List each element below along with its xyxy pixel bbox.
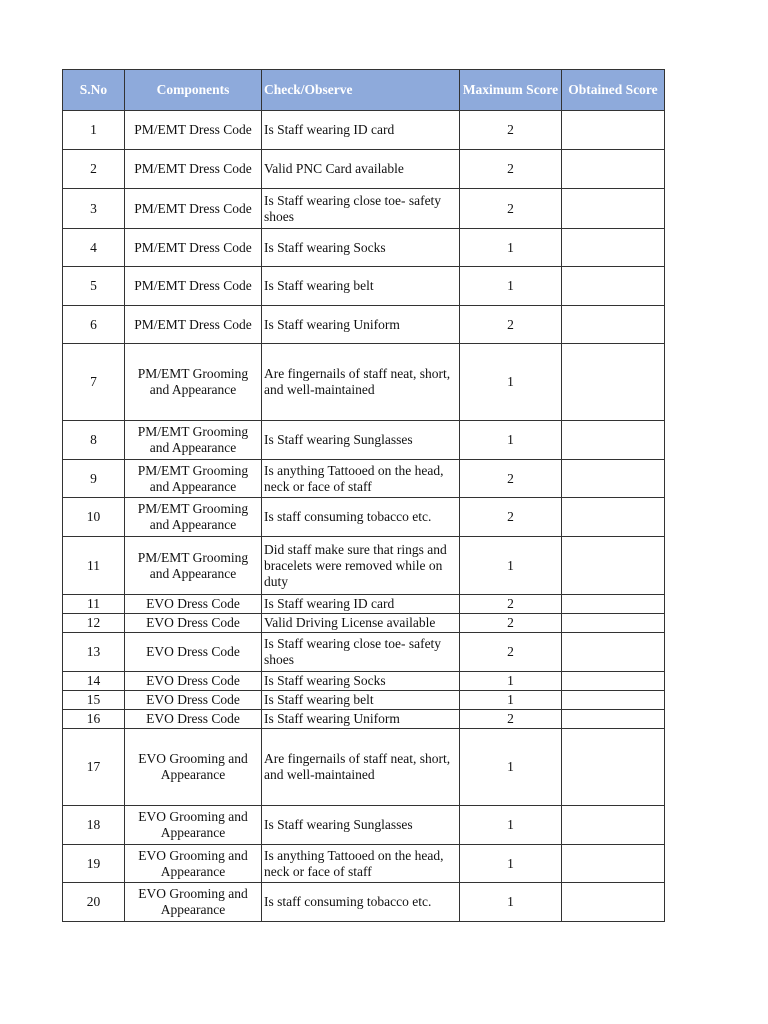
header-components: Components	[125, 70, 262, 111]
row-component: PM/EMT Dress Code	[125, 150, 262, 189]
row-maximum-score: 2	[460, 498, 562, 537]
row-component: EVO Grooming and Appearance	[125, 729, 262, 806]
header-sno: S.No	[63, 70, 125, 111]
row-maximum-score: 1	[460, 729, 562, 806]
row-obtained-score[interactable]	[562, 710, 665, 729]
row-check-observe: Is Staff wearing ID card	[262, 595, 460, 614]
row-obtained-score[interactable]	[562, 111, 665, 150]
row-maximum-score: 1	[460, 672, 562, 691]
row-maximum-score: 2	[460, 111, 562, 150]
row-sno: 15	[63, 691, 125, 710]
row-component: EVO Grooming and Appearance	[125, 845, 262, 883]
row-obtained-score[interactable]	[562, 421, 665, 460]
row-check-observe: Is Staff wearing close toe- safety shoes	[262, 189, 460, 229]
row-component: PM/EMT Grooming and Appearance	[125, 460, 262, 498]
table-header	[63, 70, 665, 111]
row-check-observe: Is Staff wearing belt	[262, 691, 460, 710]
row-check-observe: Valid Driving License available	[262, 614, 460, 633]
table-row	[63, 460, 665, 498]
table-row	[63, 421, 665, 460]
row-maximum-score: 2	[460, 614, 562, 633]
row-check-observe: Is Staff wearing Uniform	[262, 306, 460, 344]
row-check-observe: Is Staff wearing Socks	[262, 229, 460, 267]
row-check-observe: Is anything Tattooed on the head, neck or face of staff	[262, 845, 460, 883]
row-sno: 3	[63, 189, 125, 229]
table-row	[63, 710, 665, 729]
table-row	[63, 229, 665, 267]
table-row	[63, 498, 665, 537]
row-sno: 20	[63, 883, 125, 922]
row-check-observe: Is Staff wearing ID card	[262, 111, 460, 150]
row-maximum-score: 1	[460, 421, 562, 460]
row-component: PM/EMT Dress Code	[125, 306, 262, 344]
table-row	[63, 189, 665, 229]
row-maximum-score: 2	[460, 189, 562, 229]
row-component: EVO Dress Code	[125, 595, 262, 614]
row-sno: 10	[63, 498, 125, 537]
table-row	[63, 633, 665, 672]
header-obtained-score: Obtained Score	[562, 70, 665, 111]
row-maximum-score: 1	[460, 806, 562, 845]
row-obtained-score[interactable]	[562, 306, 665, 344]
table-row	[63, 883, 665, 922]
row-check-observe: Valid PNC Card available	[262, 150, 460, 189]
row-sno: 16	[63, 710, 125, 729]
row-check-observe: Is Staff wearing Socks	[262, 672, 460, 691]
row-maximum-score: 1	[460, 344, 562, 421]
row-sno: 1	[63, 111, 125, 150]
row-check-observe: Is Staff wearing Uniform	[262, 710, 460, 729]
table-row	[63, 691, 665, 710]
row-component: EVO Grooming and Appearance	[125, 883, 262, 922]
row-component: PM/EMT Dress Code	[125, 229, 262, 267]
row-maximum-score: 1	[460, 229, 562, 267]
row-obtained-score[interactable]	[562, 883, 665, 922]
row-check-observe: Is staff consuming tobacco etc.	[262, 883, 460, 922]
table-row	[63, 267, 665, 306]
row-obtained-score[interactable]	[562, 229, 665, 267]
table-row	[63, 344, 665, 421]
row-maximum-score: 2	[460, 710, 562, 729]
row-component: PM/EMT Grooming and Appearance	[125, 537, 262, 595]
table-row	[63, 111, 665, 150]
table-row	[63, 729, 665, 806]
row-obtained-score[interactable]	[562, 806, 665, 845]
row-sno: 8	[63, 421, 125, 460]
row-check-observe: Is Staff wearing belt	[262, 267, 460, 306]
row-component: EVO Dress Code	[125, 633, 262, 672]
row-obtained-score[interactable]	[562, 267, 665, 306]
row-obtained-score[interactable]	[562, 614, 665, 633]
row-sno: 9	[63, 460, 125, 498]
table-row	[63, 537, 665, 595]
row-sno: 2	[63, 150, 125, 189]
row-maximum-score: 2	[460, 306, 562, 344]
table-row	[63, 595, 665, 614]
row-maximum-score: 2	[460, 150, 562, 189]
row-check-observe: Is Staff wearing Sunglasses	[262, 421, 460, 460]
row-maximum-score: 2	[460, 595, 562, 614]
row-obtained-score[interactable]	[562, 845, 665, 883]
row-obtained-score[interactable]	[562, 344, 665, 421]
row-component: EVO Dress Code	[125, 691, 262, 710]
row-component: PM/EMT Dress Code	[125, 189, 262, 229]
row-obtained-score[interactable]	[562, 537, 665, 595]
table-row	[63, 306, 665, 344]
row-component: PM/EMT Grooming and Appearance	[125, 421, 262, 460]
header-maximum-score: Maximum Score	[460, 70, 562, 111]
row-component: EVO Dress Code	[125, 614, 262, 633]
row-maximum-score: 2	[460, 633, 562, 672]
row-maximum-score: 1	[460, 267, 562, 306]
row-sno: 6	[63, 306, 125, 344]
row-check-observe: Are fingernails of staff neat, short, and well-maintained	[262, 729, 460, 806]
header-check-observe: Check/Observe	[262, 70, 460, 111]
table-row	[63, 845, 665, 883]
row-sno: 12	[63, 614, 125, 633]
row-check-observe: Is Staff wearing close toe- safety shoes	[262, 633, 460, 672]
row-maximum-score: 1	[460, 883, 562, 922]
row-obtained-score[interactable]	[562, 460, 665, 498]
table-body	[63, 111, 665, 922]
row-component: PM/EMT Dress Code	[125, 111, 262, 150]
row-maximum-score: 1	[460, 845, 562, 883]
row-component: EVO Dress Code	[125, 710, 262, 729]
row-sno: 19	[63, 845, 125, 883]
row-component: EVO Grooming and Appearance	[125, 806, 262, 845]
row-maximum-score: 1	[460, 691, 562, 710]
row-check-observe: Did staff make sure that rings and bracelets were removed while on duty	[262, 537, 460, 595]
row-obtained-score[interactable]	[562, 150, 665, 189]
row-component: PM/EMT Grooming and Appearance	[125, 498, 262, 537]
row-check-observe: Is Staff wearing Sunglasses	[262, 806, 460, 845]
row-sno: 14	[63, 672, 125, 691]
row-sno: 11	[63, 595, 125, 614]
row-sno: 18	[63, 806, 125, 845]
table-row	[63, 150, 665, 189]
row-obtained-score[interactable]	[562, 672, 665, 691]
row-sno: 11	[63, 537, 125, 595]
row-obtained-score[interactable]	[562, 729, 665, 806]
row-component: EVO Dress Code	[125, 672, 262, 691]
row-check-observe: Is staff consuming tobacco etc.	[262, 498, 460, 537]
row-sno: 7	[63, 344, 125, 421]
table-row	[63, 672, 665, 691]
row-sno: 4	[63, 229, 125, 267]
row-check-observe: Is anything Tattooed on the head, neck or face of staff	[262, 460, 460, 498]
row-component: PM/EMT Grooming and Appearance	[125, 344, 262, 421]
row-sno: 5	[63, 267, 125, 306]
score-table	[62, 69, 665, 922]
row-component: PM/EMT Dress Code	[125, 267, 262, 306]
row-sno: 17	[63, 729, 125, 806]
row-obtained-score[interactable]	[562, 498, 665, 537]
row-maximum-score: 1	[460, 537, 562, 595]
row-obtained-score[interactable]	[562, 633, 665, 672]
row-obtained-score[interactable]	[562, 595, 665, 614]
row-maximum-score: 2	[460, 460, 562, 498]
table-row	[63, 806, 665, 845]
header-row	[63, 70, 665, 111]
row-sno: 13	[63, 633, 125, 672]
row-obtained-score[interactable]	[562, 189, 665, 229]
table-row	[63, 614, 665, 633]
row-obtained-score[interactable]	[562, 691, 665, 710]
row-check-observe: Are fingernails of staff neat, short, and well-maintained	[262, 344, 460, 421]
